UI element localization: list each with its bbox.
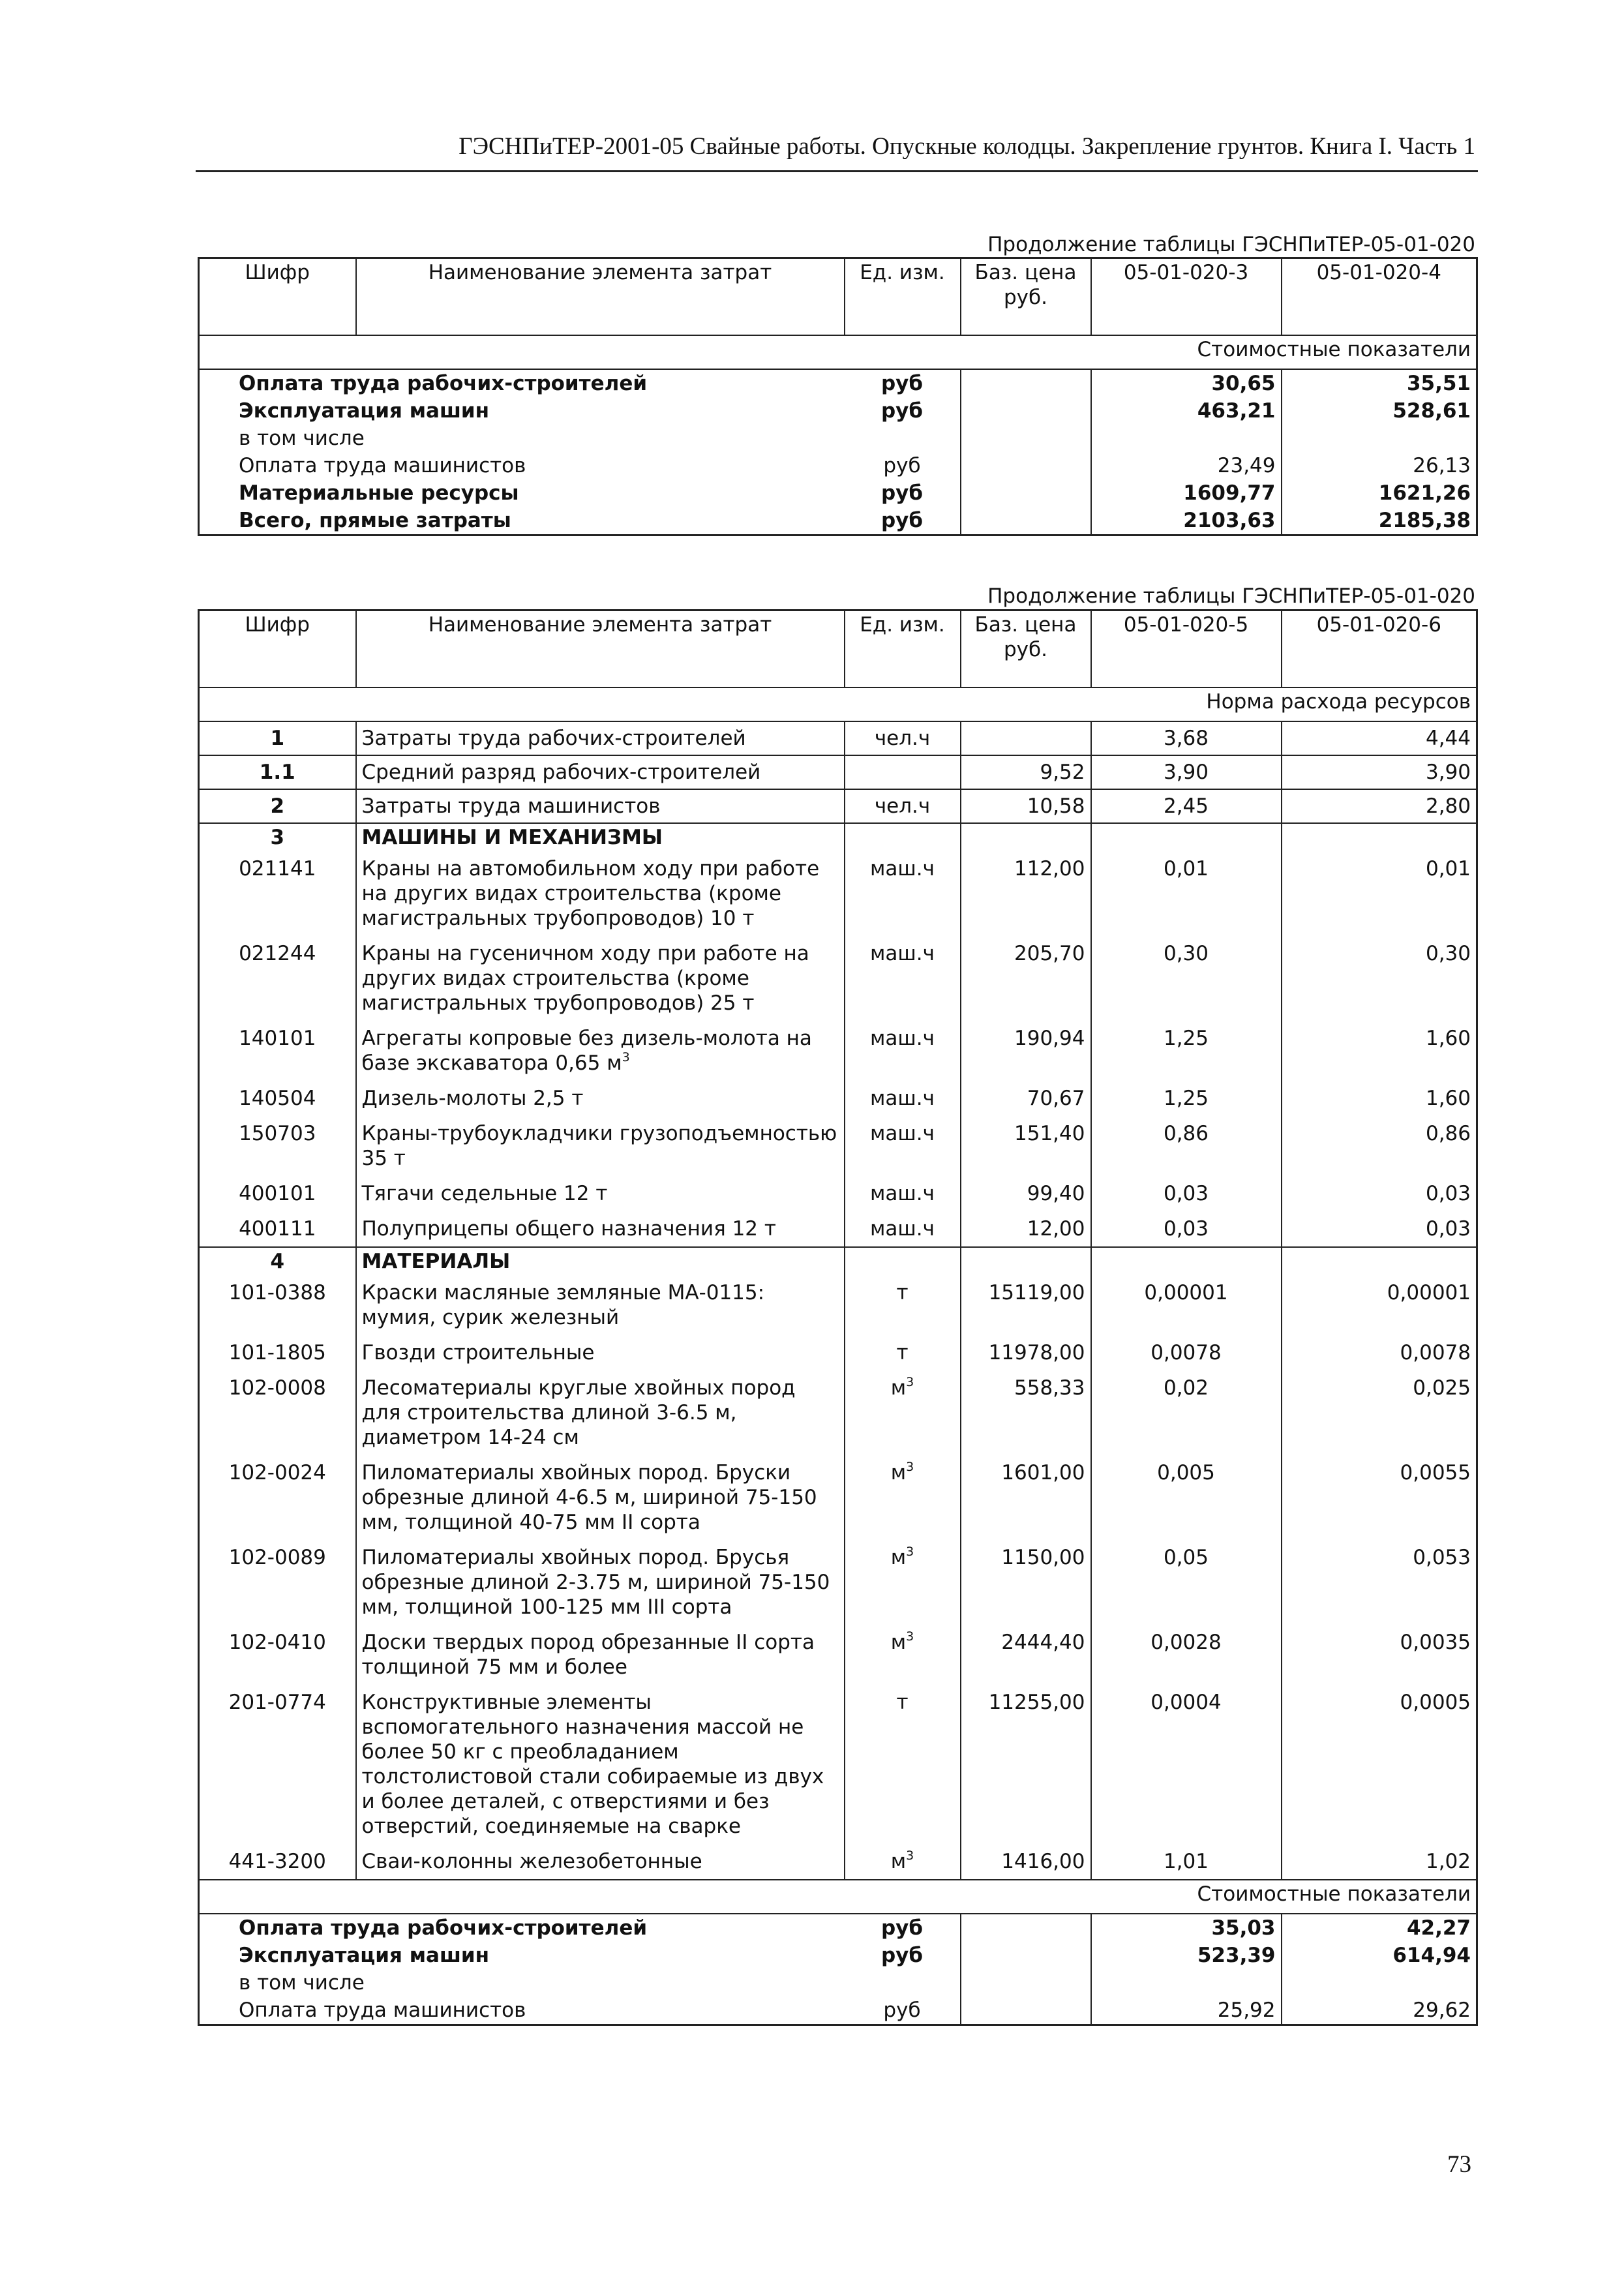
resource-a: 3,90 xyxy=(1091,755,1282,789)
machines-group-row xyxy=(199,823,1477,851)
resource-a: 1,25 xyxy=(1091,1081,1282,1116)
cost-name: в том числе xyxy=(239,1971,365,1995)
machines-group-name: МАШИНЫ И МЕХАНИЗМЫ xyxy=(356,823,845,851)
resource-unit: маш.ч xyxy=(845,1021,961,1081)
cost-unit: руб xyxy=(845,1997,961,2025)
materials-group-row xyxy=(199,1247,1477,1275)
resource-price: 1601,00 xyxy=(961,1455,1091,1540)
cost-b: 35,51 xyxy=(1406,372,1471,395)
resource-unit: $м^3$ xyxy=(845,1540,961,1625)
resource-b: 3,90 xyxy=(1282,755,1477,789)
cost-a: 523,39 xyxy=(1091,1942,1282,1969)
resource-row xyxy=(199,789,1477,823)
resource-a: 2,45 xyxy=(1091,789,1282,823)
col-price: Баз. цена руб. xyxy=(961,611,1091,688)
cost-b: 614,94 xyxy=(1392,1944,1471,1967)
resource-row xyxy=(199,1211,1477,1247)
resource-unit: $м^3$ xyxy=(845,1625,961,1685)
resource-code: 102-0089 xyxy=(199,1540,356,1625)
resource-code: 201-0774 xyxy=(199,1685,356,1844)
table2 xyxy=(198,609,1478,2026)
resource-unit: маш.ч xyxy=(845,1116,961,1176)
col-a: 05-01-020-5 xyxy=(1091,611,1282,688)
col-b: 05-01-020-6 xyxy=(1282,611,1477,688)
cost-row xyxy=(199,1942,1477,1969)
cost-body xyxy=(199,1914,1477,2025)
cost-row xyxy=(199,479,1477,507)
resource-b: 0,03 xyxy=(1425,1182,1471,1205)
cost-name: Оплата труда машинистов xyxy=(239,454,526,477)
resource-code: 101-0388 xyxy=(199,1275,356,1335)
cost-row xyxy=(199,397,1477,425)
resource-name: Дизель-молоты 2,5 т xyxy=(356,1081,845,1116)
resource-name: Затраты труда рабочих-строителей xyxy=(356,721,845,755)
cost-row xyxy=(199,369,1477,397)
cost-price xyxy=(961,369,1091,397)
resource-code: 2 xyxy=(199,789,356,823)
resource-price: 11978,00 xyxy=(961,1335,1091,1370)
cost-b: 42,27 xyxy=(1406,1916,1471,1940)
cost-a xyxy=(1091,425,1282,452)
resource-price: 99,40 xyxy=(961,1176,1091,1211)
resource-a: 3,68 xyxy=(1091,721,1282,755)
resource-price: 11255,00 xyxy=(961,1685,1091,1844)
resource-unit xyxy=(845,755,961,789)
resource-name: Конструктивные элементы вспомогательного назначения массой не более 50 кг с преобладанием толстолистовой стали собираемые из двух и более деталей, с отверстиями и без отверстий, соединяемые на сварке xyxy=(356,1685,845,1844)
resource-a: 1,01 xyxy=(1091,1844,1282,1880)
resource-price: 1150,00 xyxy=(961,1540,1091,1625)
resource-a: 0,02 xyxy=(1091,1370,1282,1455)
cost-row xyxy=(199,1997,1477,2025)
resource-row xyxy=(199,1455,1477,1540)
resource-code: 021244 xyxy=(199,936,356,1021)
resource-b: 0,0078 xyxy=(1400,1341,1471,1365)
resource-b: 0,0035 xyxy=(1400,1631,1471,1654)
table2-cost-section: Стоимостные показатели xyxy=(199,1880,1477,1914)
col-name: Наименование элемента затрат xyxy=(356,258,845,336)
resource-b: 0,025 xyxy=(1413,1376,1471,1400)
resource-b: 1,60 xyxy=(1425,1087,1471,1110)
resource-code: 021141 xyxy=(199,851,356,936)
resource-price: 112,00 xyxy=(961,851,1091,936)
resource-price: 151,40 xyxy=(961,1116,1091,1176)
resource-b: 0,0005 xyxy=(1400,1691,1471,1714)
cost-price xyxy=(961,425,1091,452)
resource-name: Гвозди строительные xyxy=(356,1335,845,1370)
table1-caption: Продолжение таблицы ГЭСНПиТЕР-05-01-020 xyxy=(987,233,1475,256)
cost-price xyxy=(961,1914,1091,1942)
resource-b: 0,01 xyxy=(1425,857,1471,881)
resource-code: 140101 xyxy=(199,1021,356,1081)
resource-code: 441-3200 xyxy=(199,1844,356,1880)
table1-header xyxy=(199,258,1477,336)
resource-b: 1,60 xyxy=(1425,1027,1471,1050)
cost-row xyxy=(199,1969,1477,1997)
resource-unit: маш.ч xyxy=(845,1211,961,1247)
cost-unit: руб xyxy=(845,452,961,479)
resource-a: 0,86 xyxy=(1091,1116,1282,1176)
resource-a: 0,03 xyxy=(1091,1211,1282,1247)
resource-b: 0,86 xyxy=(1425,1122,1471,1145)
cost-a xyxy=(1091,1969,1282,1997)
labor-body xyxy=(199,721,1477,823)
table2-caption: Продолжение таблицы ГЭСНПиТЕР-05-01-020 xyxy=(987,584,1475,608)
resource-b: 0,03 xyxy=(1425,1217,1471,1241)
resource-name: Краны на гусеничном ходу при работе на других видах строительства (кроме магистральных трубопроводов) 25 т xyxy=(356,936,845,1021)
cost-a: 2103,63 xyxy=(1091,507,1282,535)
resource-b: 0,053 xyxy=(1413,1546,1471,1569)
resource-code: 400111 xyxy=(199,1211,356,1247)
cost-row xyxy=(199,452,1477,479)
col-a: 05-01-020-3 xyxy=(1091,258,1282,336)
materials-group-code: 4 xyxy=(199,1247,356,1275)
resource-b: 0,0055 xyxy=(1400,1461,1471,1485)
cost-name: Материальные ресурсы xyxy=(239,481,519,505)
cost-name: Оплата труда рабочих-строителей xyxy=(239,372,648,395)
resource-row xyxy=(199,1370,1477,1455)
cost-a: 25,92 xyxy=(1091,1997,1282,2025)
resource-row xyxy=(199,851,1477,936)
col-code: Шифр xyxy=(199,258,356,336)
cost-b xyxy=(1282,1969,1477,1997)
resource-unit: чел.ч xyxy=(845,789,961,823)
running-header: ГЭСНПиТЕР-2001-05 Свайные работы. Опускные колодцы. Закрепление грунтов. Книга I. Часть 1 xyxy=(459,133,1475,160)
header-rule xyxy=(196,170,1478,172)
resource-name: Краски масляные земляные МА-0115: мумия, сурик железный xyxy=(356,1275,845,1335)
resource-b: 0,00001 xyxy=(1387,1281,1471,1304)
resource-price xyxy=(961,721,1091,755)
resource-price: 190,94 xyxy=(961,1021,1091,1081)
cost-a: 1609,77 xyxy=(1091,479,1282,507)
cost-unit xyxy=(845,1969,961,1997)
resource-code: 102-0008 xyxy=(199,1370,356,1455)
cost-price xyxy=(961,507,1091,535)
cost-a: 30,65 xyxy=(1091,369,1282,397)
resource-name: Пиломатериалы хвойных пород. Брусья обрезные длиной 2-3.75 м, шириной 75-150 мм, толщиной 100-125 мм III сорта xyxy=(356,1540,845,1625)
resource-code: 102-0410 xyxy=(199,1625,356,1685)
table2-section: Норма расхода ресурсов xyxy=(199,687,1477,721)
cost-price xyxy=(961,452,1091,479)
resource-row xyxy=(199,1081,1477,1116)
cost-name: Оплата труда рабочих-строителей xyxy=(239,1916,648,1940)
cost-b: 2185,38 xyxy=(1378,509,1471,532)
resource-a: 0,01 xyxy=(1091,851,1282,936)
cost-unit: руб xyxy=(845,1914,961,1942)
resource-code: 102-0024 xyxy=(199,1455,356,1540)
resource-unit: т xyxy=(845,1275,961,1335)
cost-unit: руб xyxy=(845,479,961,507)
resource-row xyxy=(199,1275,1477,1335)
cost-row xyxy=(199,1914,1477,1942)
cost-name: в том числе xyxy=(239,427,365,450)
cost-a: 23,49 xyxy=(1091,452,1282,479)
resource-row xyxy=(199,1685,1477,1844)
resource-code: 150703 xyxy=(199,1116,356,1176)
resource-price: 9,52 xyxy=(961,755,1091,789)
resource-price: 15119,00 xyxy=(961,1275,1091,1335)
resource-price: 205,70 xyxy=(961,936,1091,1021)
resource-a: 0,0028 xyxy=(1091,1625,1282,1685)
resource-row xyxy=(199,1176,1477,1211)
resource-code: 101-1805 xyxy=(199,1335,356,1370)
col-b: 05-01-020-4 xyxy=(1282,258,1477,336)
resource-a: 0,03 xyxy=(1091,1176,1282,1211)
cost-unit: руб xyxy=(845,1942,961,1969)
col-price: Баз. цена руб. xyxy=(961,258,1091,336)
resource-row xyxy=(199,1625,1477,1685)
cost-b: 1621,26 xyxy=(1378,481,1471,505)
cost-price xyxy=(961,397,1091,425)
resource-row xyxy=(199,721,1477,755)
resource-row xyxy=(199,1021,1477,1081)
resource-code: 1 xyxy=(199,721,356,755)
resource-a: 1,25 xyxy=(1091,1021,1282,1081)
resource-price: 12,00 xyxy=(961,1211,1091,1247)
resource-price: 2444,40 xyxy=(961,1625,1091,1685)
resource-b: 0,30 xyxy=(1425,942,1471,965)
cost-price xyxy=(961,1997,1091,2025)
table1 xyxy=(198,257,1478,536)
resource-unit: маш.ч xyxy=(845,1176,961,1211)
machines-group-code: 3 xyxy=(199,823,356,851)
col-code: Шифр xyxy=(199,611,356,688)
resource-unit: чел.ч xyxy=(845,721,961,755)
cost-row xyxy=(199,425,1477,452)
resource-name: Пиломатериалы хвойных пород. Бруски обрезные длиной 4-6.5 м, шириной 75-150 мм, толщиной 40-75 мм II сорта xyxy=(356,1455,845,1540)
resource-b: 1,02 xyxy=(1425,1850,1471,1873)
cost-name: Эксплуатация машин xyxy=(239,399,490,423)
page-number: 73 xyxy=(1447,2151,1471,2178)
resource-code: 140504 xyxy=(199,1081,356,1116)
cost-price xyxy=(961,1969,1091,1997)
resource-row xyxy=(199,755,1477,789)
cost-row xyxy=(199,507,1477,535)
col-name: Наименование элемента затрат xyxy=(356,611,845,688)
cost-unit xyxy=(845,425,961,452)
table1-section: Стоимостные показатели xyxy=(199,335,1477,369)
resource-a: 0,00001 xyxy=(1091,1275,1282,1335)
col-unit: Ед. изм. xyxy=(845,611,961,688)
resource-name: Полуприцепы общего назначения 12 т xyxy=(356,1211,845,1247)
resource-row xyxy=(199,1844,1477,1880)
resource-price: 558,33 xyxy=(961,1370,1091,1455)
resource-price: 1416,00 xyxy=(961,1844,1091,1880)
resource-a: 0,0004 xyxy=(1091,1685,1282,1844)
machines-body xyxy=(199,851,1477,1247)
cost-a: 463,21 xyxy=(1091,397,1282,425)
table1-body xyxy=(199,369,1477,535)
materials-group-name: МАТЕРИАЛЫ xyxy=(356,1247,845,1275)
resource-name: Краны на автомобильном ходу при работе на других видах строительства (кроме магистральных трубопроводов) 10 т xyxy=(356,851,845,936)
cost-a: 35,03 xyxy=(1091,1914,1282,1942)
resource-unit: маш.ч xyxy=(845,851,961,936)
resource-a: 0,0078 xyxy=(1091,1335,1282,1370)
resource-a: 0,005 xyxy=(1091,1455,1282,1540)
resource-name: Тягачи седельные 12 т xyxy=(356,1176,845,1211)
resource-unit: $м^3$ xyxy=(845,1455,961,1540)
resource-b: 4,44 xyxy=(1282,721,1477,755)
cost-b: 29,62 xyxy=(1413,1998,1471,2022)
resource-price: 70,67 xyxy=(961,1081,1091,1116)
cost-unit: руб xyxy=(845,397,961,425)
table2-header xyxy=(199,611,1477,688)
cost-name: Всего, прямые затраты xyxy=(239,509,511,532)
resource-a: 0,05 xyxy=(1091,1540,1282,1625)
resource-unit: $м^3$ xyxy=(845,1370,961,1455)
resource-name: Затраты труда машинистов xyxy=(356,789,845,823)
resource-row xyxy=(199,936,1477,1021)
cost-name: Оплата труда машинистов xyxy=(239,1998,526,2022)
materials-body xyxy=(199,1275,1477,1880)
resource-row xyxy=(199,1540,1477,1625)
resource-unit: т xyxy=(845,1685,961,1844)
cost-price xyxy=(961,1942,1091,1969)
cost-b: 26,13 xyxy=(1413,454,1471,477)
resource-unit: т xyxy=(845,1335,961,1370)
resource-row xyxy=(199,1335,1477,1370)
resource-name: Агрегаты копровые без дизель-молота на базе экскаватора 0,65 $м^3$ xyxy=(356,1021,845,1081)
resource-name: Лесоматериалы круглые хвойных пород для строительства длиной 3-6.5 м, диаметром 14-24 см xyxy=(356,1370,845,1455)
cost-name: Эксплуатация машин xyxy=(239,1944,490,1967)
resource-name: Краны-трубоукладчики грузоподъемностью 35 т xyxy=(356,1116,845,1176)
cost-b xyxy=(1282,425,1477,452)
resource-name: Средний разряд рабочих-строителей xyxy=(356,755,845,789)
resource-name: Доски твердых пород обрезанные II сорта толщиной 75 мм и более xyxy=(356,1625,845,1685)
resource-price: 10,58 xyxy=(961,789,1091,823)
resource-unit: маш.ч xyxy=(845,936,961,1021)
resource-unit: $м^3$ xyxy=(845,1844,961,1880)
resource-code: 400101 xyxy=(199,1176,356,1211)
resource-row xyxy=(199,1116,1477,1176)
cost-price xyxy=(961,479,1091,507)
resource-name: Сваи-колонны железобетонные xyxy=(356,1844,845,1880)
col-unit: Ед. изм. xyxy=(845,258,961,336)
resource-a: 0,30 xyxy=(1091,936,1282,1021)
cost-unit: руб xyxy=(845,369,961,397)
resource-b: 2,80 xyxy=(1282,789,1477,823)
cost-unit: руб xyxy=(845,507,961,535)
resource-code: 1.1 xyxy=(199,755,356,789)
resource-unit: маш.ч xyxy=(845,1081,961,1116)
cost-b: 528,61 xyxy=(1392,399,1471,423)
